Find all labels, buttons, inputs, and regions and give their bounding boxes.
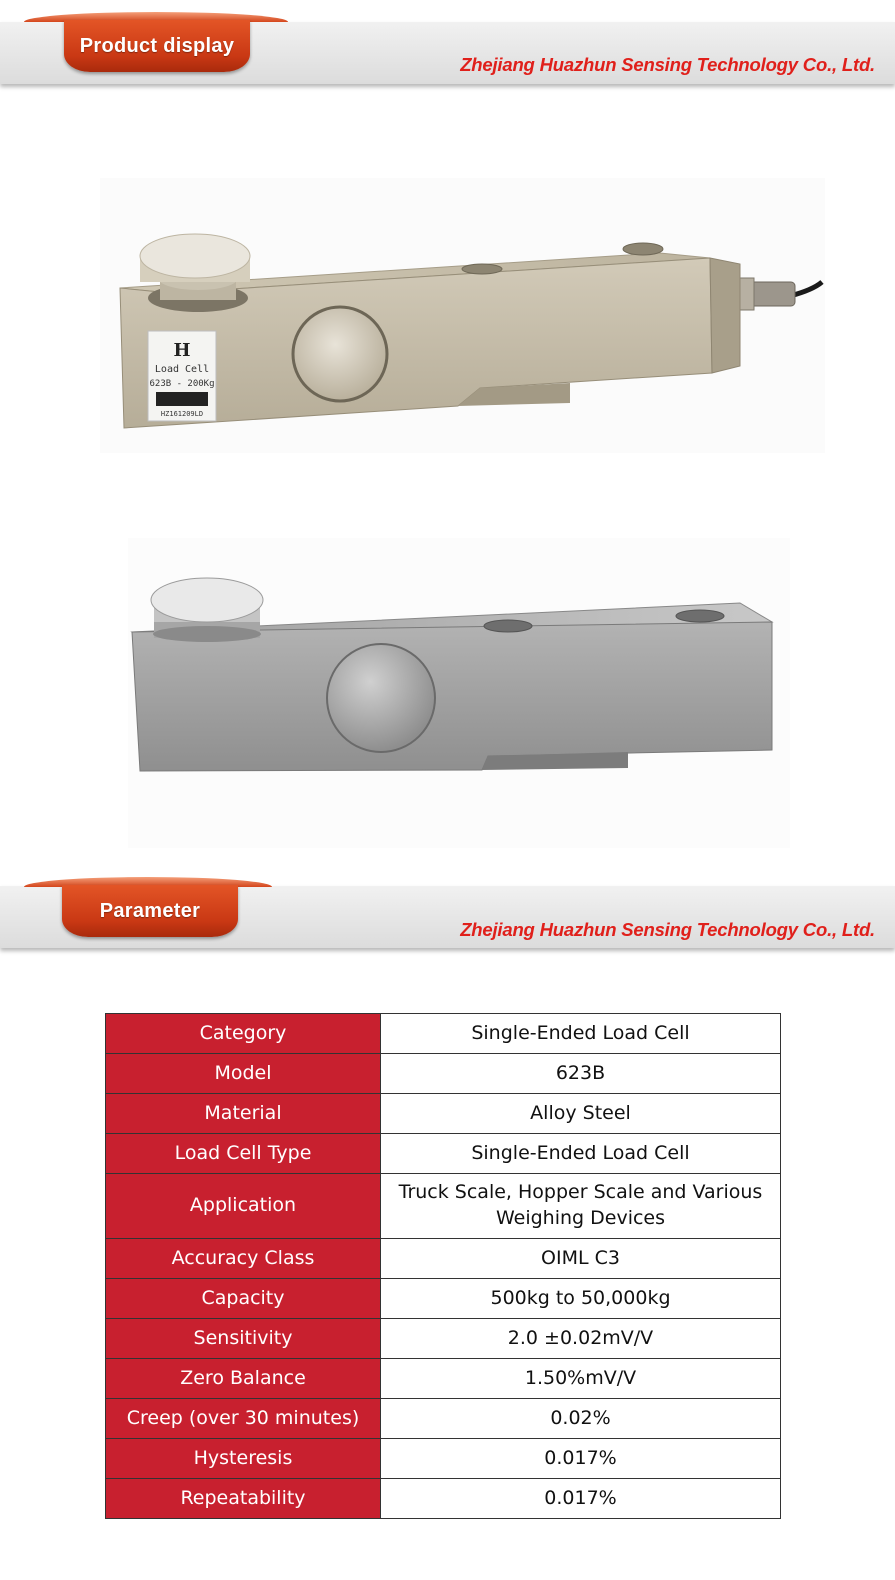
param-key: Creep (over 30 minutes) [106,1399,381,1439]
param-key: Category [106,1014,381,1054]
param-key: Hysteresis [106,1439,381,1479]
table-row [106,1054,781,1094]
parameter-table [105,1013,781,1519]
product-photo-2 [128,538,790,848]
table-row [106,1479,781,1519]
table-row [106,1014,781,1054]
param-value: 500kg to 50,000kg [381,1279,781,1319]
param-value: 0.02% [381,1399,781,1439]
param-value: 2.0 ±0.02mV/V [381,1319,781,1359]
company-name: Zhejiang Huazhun Sensing Technology Co., Ltd. [460,919,875,940]
table-row [106,1279,781,1319]
param-value: 0.017% [381,1439,781,1479]
company-name: Zhejiang Huazhun Sensing Technology Co., Ltd. [460,54,875,75]
table-row [106,1174,781,1239]
param-value: 0.017% [381,1479,781,1519]
param-value: Single-Ended Load Cell [381,1134,781,1174]
param-key: Zero Balance [106,1359,381,1399]
table-row [106,1094,781,1134]
label-line2: 623B - 200Kg [149,379,215,389]
param-key: Accuracy Class [106,1239,381,1279]
table-row [106,1134,781,1174]
section-title-product-display: Product display [64,20,250,72]
table-row [106,1439,781,1479]
label-serial: HZ161209LD [160,410,204,418]
param-key: Repeatability [106,1479,381,1519]
table-row [106,1359,781,1399]
label-line1: Load Cell [154,364,210,375]
param-value: 1.50%mV/V [381,1359,781,1399]
param-value: Alloy Steel [381,1094,781,1134]
param-key: Capacity [106,1279,381,1319]
param-key: Sensitivity [106,1319,381,1359]
table-row [106,1319,781,1359]
param-key: Material [106,1094,381,1134]
param-value: 623B [381,1054,781,1094]
param-key: Application [106,1174,381,1239]
label-logo: H [173,340,191,361]
table-row [106,1399,781,1439]
barcode [156,392,208,406]
param-value: OIML C3 [381,1239,781,1279]
param-value: Single-Ended Load Cell [381,1014,781,1054]
product-photo-1 [100,178,825,453]
param-key: Load Cell Type [106,1134,381,1174]
param-key: Model [106,1054,381,1094]
table-row [106,1239,781,1279]
section-title-parameter: Parameter [62,885,238,937]
param-value: Truck Scale, Hopper Scale and Various Weighing Devices [381,1174,781,1239]
